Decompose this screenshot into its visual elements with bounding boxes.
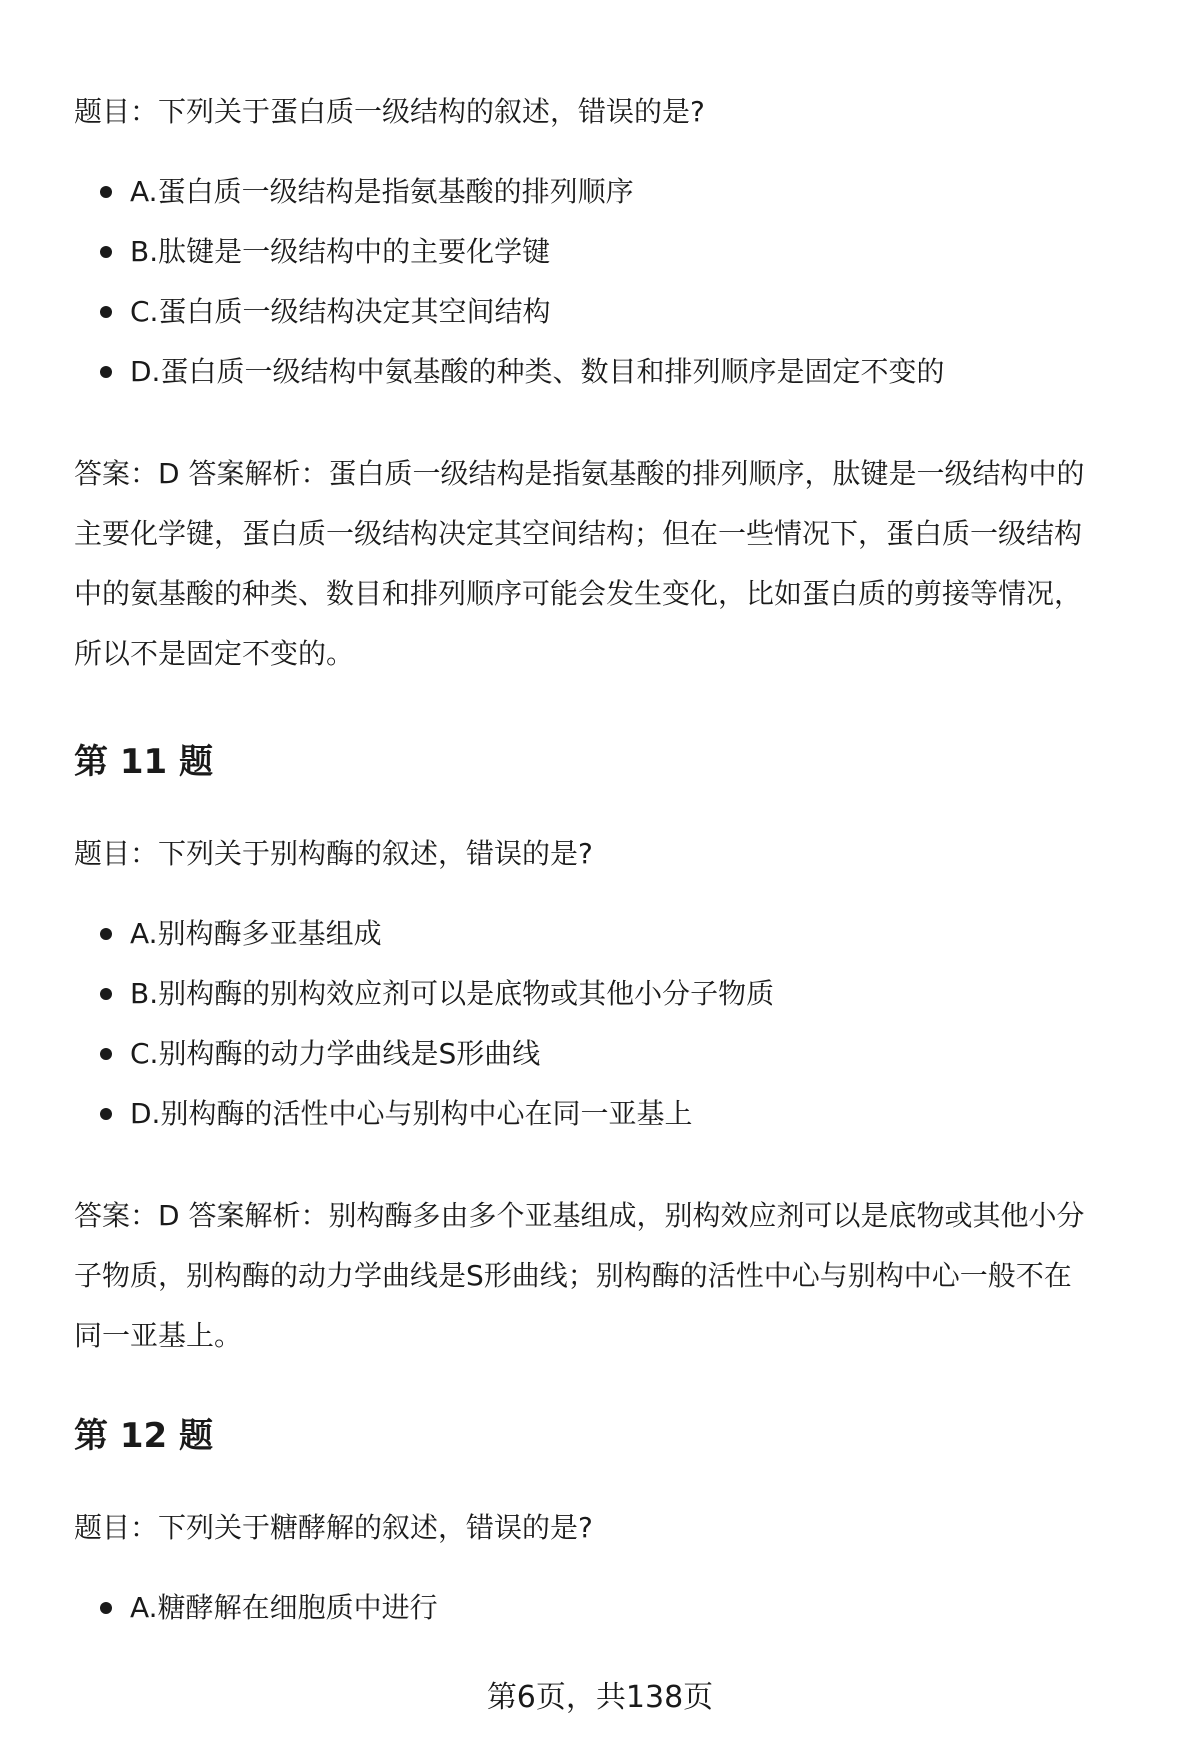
- answer-line: 答案：D 答案解析：别构酶多由多个亚基组成，别构效应剂可以是底物或其他小分: [74, 1199, 1085, 1232]
- question-10-text: 题目：下列关于蛋白质一级结构的叙述，错误的是?: [74, 95, 705, 128]
- question-12-text: 题目：下列关于糖酵解的叙述，错误的是?: [74, 1511, 593, 1544]
- bullet-icon: [100, 366, 112, 378]
- bullet-icon: [100, 1048, 112, 1060]
- question-10-option-a: A.蛋白质一级结构是指氨基酸的排列顺序: [74, 162, 1154, 222]
- question-10-text-block: [74, 92, 1154, 132]
- bullet-icon: [100, 988, 112, 1000]
- bullet-icon: [100, 246, 112, 258]
- question-11-answer: [74, 1186, 1154, 1366]
- question-10-options: [74, 162, 1154, 402]
- bullet-icon: [100, 1602, 112, 1614]
- answer-line: 同一亚基上。: [74, 1319, 243, 1352]
- question-11-option-b: B.别构酶的别构效应剂可以是底物或其他小分子物质: [74, 964, 1154, 1024]
- question-11-heading-block: [74, 740, 1154, 784]
- bullet-icon: [100, 928, 112, 940]
- question-11-option-d: D.别构酶的活性中心与别构中心在同一亚基上: [74, 1084, 1154, 1144]
- answer-line: 子物质，别构酶的动力学曲线是S形曲线；别构酶的活性中心与别构中心一般不在: [74, 1259, 1072, 1292]
- answer-line: 所以不是固定不变的。: [74, 637, 355, 670]
- question-11-option-a: A.别构酶多亚基组成: [74, 904, 1154, 964]
- question-10-option-b: B.肽键是一级结构中的主要化学键: [74, 222, 1154, 282]
- bullet-icon: [100, 306, 112, 318]
- question-12-options: [74, 1578, 1154, 1638]
- question-12-text-block: [74, 1508, 1154, 1548]
- question-11-text: 题目：下列关于别构酶的叙述，错误的是?: [74, 837, 593, 870]
- question-12-option-a: A.糖酵解在细胞质中进行: [74, 1578, 1154, 1638]
- answer-line: 中的氨基酸的种类、数目和排列顺序可能会发生变化，比如蛋白质的剪接等情况，: [74, 577, 1083, 610]
- question-11-option-c: C.别构酶的动力学曲线是S形曲线: [74, 1024, 1154, 1084]
- question-10-answer: [74, 444, 1154, 684]
- bullet-icon: [100, 1108, 112, 1120]
- page-number-footer: 第6页，共138页: [486, 1680, 714, 1715]
- question-12-heading-block: [74, 1414, 1154, 1458]
- bullet-icon: [100, 186, 112, 198]
- answer-line: 主要化学键，蛋白质一级结构决定其空间结构；但在一些情况下，蛋白质一级结构: [74, 517, 1083, 550]
- question-11-options: [74, 904, 1154, 1144]
- question-11-heading: 第 11 题: [74, 742, 213, 782]
- answer-line: 答案：D 答案解析：蛋白质一级结构是指氨基酸的排列顺序，肽键是一级结构中的: [74, 457, 1085, 490]
- question-11-text-block: [74, 834, 1154, 874]
- question-12-heading: 第 12 题: [74, 1416, 213, 1456]
- question-10-option-c: C.蛋白质一级结构决定其空间结构: [74, 282, 1154, 342]
- question-10-option-d: D.蛋白质一级结构中氨基酸的种类、数目和排列顺序是固定不变的: [74, 342, 1154, 402]
